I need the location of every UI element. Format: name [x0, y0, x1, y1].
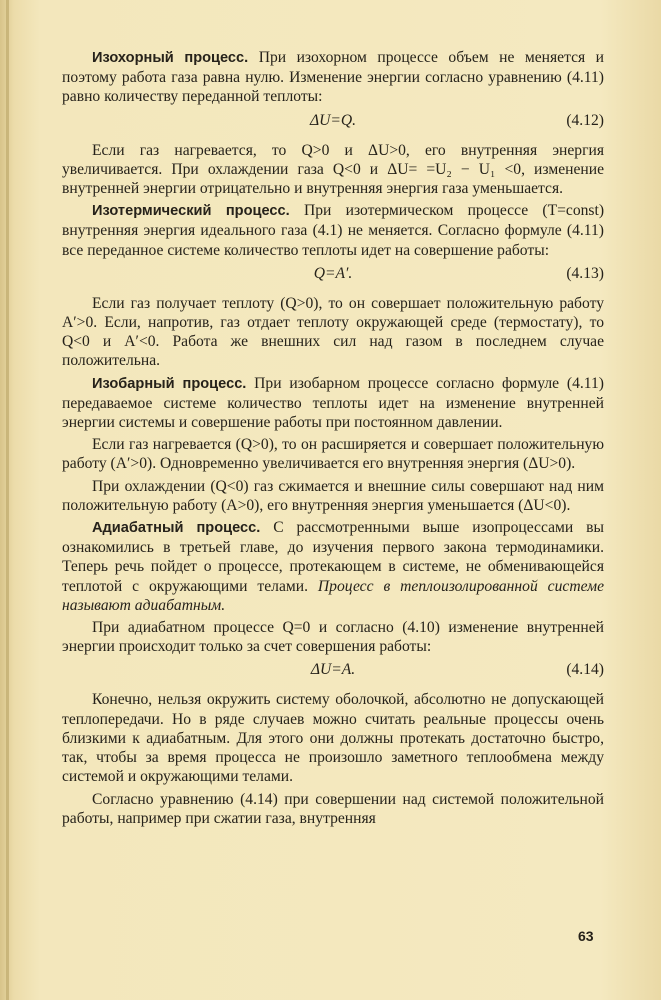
- paragraph-real-processes: Конечно, нельзя окружить систему оболочкой, абсолютно не допускающей теплопередачи. Но в ряде случаев можно считать реальные процессы очень близкими к адиабатным. Для этого они должны протекать достаточно быстро, так, чтобы за время процесса не произошло заметного теплообмена между системой и окружающими телами.: [62, 691, 604, 786]
- equation-number: (4.14): [566, 661, 604, 679]
- paragraph-expansion: Если газ нагревается (Q>0), то он расширяется и совершает положительную работу (A′>0). Одновременно увеличивается его внутренняя энергия (ΔU>0).: [62, 436, 604, 473]
- book-spine: [6, 0, 9, 1000]
- paragraph-compression: При охлаждении (Q<0) газ сжимается и внешние силы совершают над ним положительную работу (A>0), его внутренняя энергия уменьшается (ΔU<0).: [62, 477, 604, 514]
- heading-isobaric: Изобарный процесс.: [92, 375, 247, 392]
- page-number: 63: [578, 928, 594, 944]
- equation-body: Q=A′.: [313, 264, 353, 282]
- equation-4-14: [62, 660, 604, 682]
- equation-4-13: [62, 264, 604, 286]
- paragraph-adiabatic-energy: При адиабатном процессе Q=0 и согласно (4.10) изменение внутренней энергии происходит только за счет совершения работы:: [62, 619, 604, 656]
- heading-isochoric: Изохорный процесс.: [92, 50, 249, 66]
- paragraph-isochoric: Изохорный процесс. При изохорном процессе объем не меняется и поэтому работа газа равна нулю. Изменение энергии согласно уравнению (4.11) равно количеству переданной теплоты:: [62, 49, 604, 106]
- heading-adiabatic: Адиабатный процесс.: [92, 520, 261, 537]
- paragraph-isobaric: Изобарный процесс. При изобарном процессе согласно формуле (4.11) передаваемое системе количество теплоты идет на изменение внутренней энергии системы и совершение работы при постоянном давлении.: [62, 374, 604, 432]
- paragraph-work: Если газ получает теплоту (Q>0), то он совершает положительную работу A′>0. Если, напротив, газ отдает теплоту окружающей среде (термостату), то Q<0 и A′<0. Работа же внешних сил над газом в последнем случае положительна.: [62, 294, 604, 370]
- equation-number: (4.13): [566, 264, 604, 282]
- paragraph-adiabatic: Адиабатный процесс. С рассмотренными выше изопроцессами вы ознакомились в третьей главе, до изучения первого закона термодинамики. Теперь речь пойдет о процессе, протекающем в системе, не обменивающейся теплотой с окружающими телами. Процесс в теплоизолированной системе называют адиабатным.: [62, 519, 604, 614]
- paragraph-isothermal: Изотермический процесс. При изотермическом процессе (T=const) внутренняя энергия идеального газа (4.1) не меняется. Согласно формуле (4.11) все переданное системе количество теплоты идет на совершение работы:: [62, 202, 605, 259]
- paragraph-compression-work: Согласно уравнению (4.14) при совершении над системой положительной работы, например при сжатии газа, внутренняя: [62, 790, 604, 827]
- page-content: [62, 48, 604, 831]
- heading-isothermal: Изотермический процесс.: [92, 203, 290, 220]
- equation-body: ΔU=Q.: [309, 111, 357, 129]
- equation-4-12: [62, 111, 604, 133]
- adiabatic-definition: Процесс в теплоизолированной системе называют адиабатным.: [62, 577, 604, 614]
- equation-number: (4.12): [566, 111, 604, 129]
- paragraph-heating: Если газ нагревается, то Q>0 и ΔU>0, его внутренняя энергия увеличивается. При охлаждении газа Q<0 и ΔU= =U₂ − U₁ <0, изменение внутренней энергии отрицательно и внутренняя энергия газа уменьшается.: [62, 141, 604, 198]
- equation-body: ΔU=A.: [310, 661, 356, 679]
